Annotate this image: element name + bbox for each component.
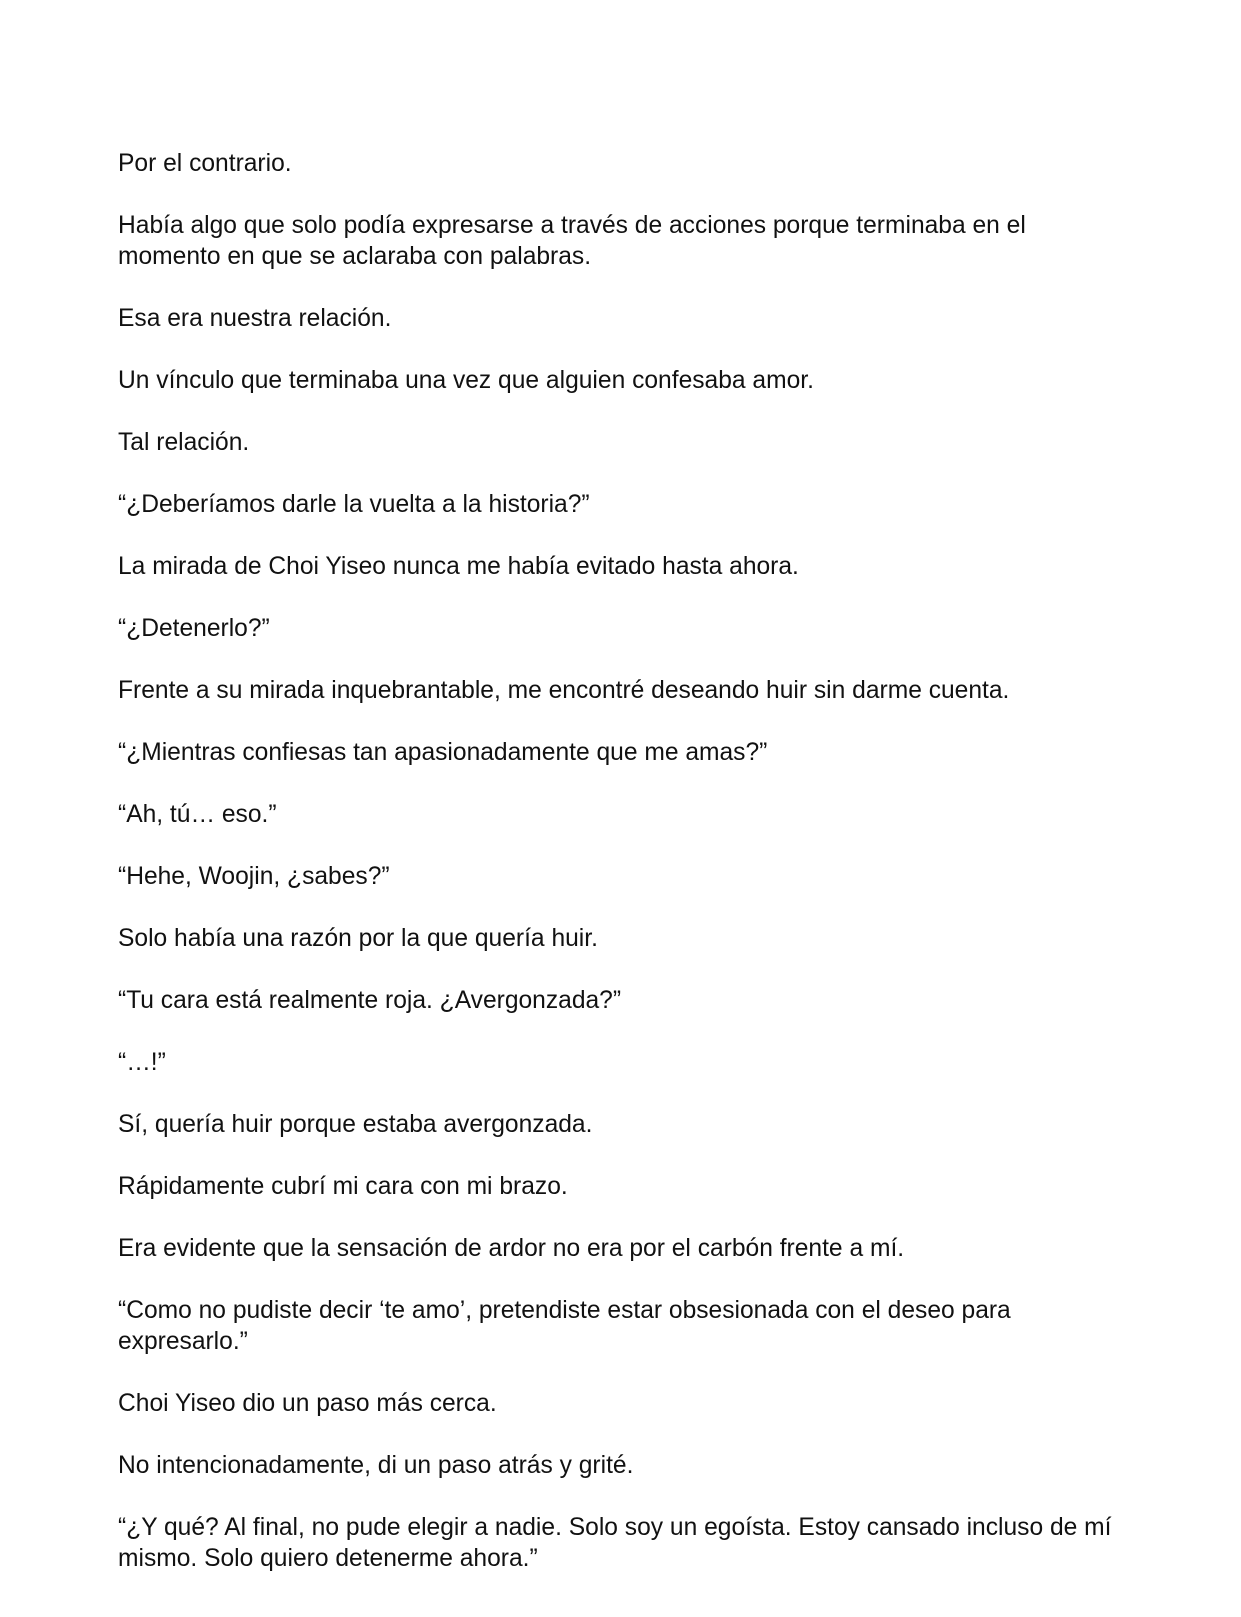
paragraph: Era evidente que la sensación de ardor no era por el carbón frente a mí. [118,1235,905,1262]
text-body [118,148,1128,1605]
paragraph: Tal relación. [118,429,250,456]
paragraph: Sí, quería huir porque estaba avergonzada. [118,1111,593,1138]
paragraph: Por el contrario. [118,150,292,177]
paragraph: “¿Detenerlo?” [118,615,270,642]
paragraph: Esa era nuestra relación. [118,305,392,332]
paragraph: Rápidamente cubrí mi cara con mi brazo. [118,1173,568,1200]
paragraph: La mirada de Choi Yiseo nunca me había evitado hasta ahora. [118,553,799,580]
paragraph: “Ah, tú… eso.” [118,801,277,828]
paragraph: Un vínculo que terminaba una vez que alguien confesaba amor. [118,367,814,394]
paragraph: “…!” [118,1049,166,1076]
paragraph: “¿Y qué? Al final, no pude elegir a nadie. Solo soy un egoísta. Estoy cansado incluso de mí mismo. Solo quiero detenerme ahora.” [118,1514,1112,1572]
paragraph: “Hehe, Woojin, ¿sabes?” [118,863,390,890]
paragraph: “¿Mientras confiesas tan apasionadamente que me amas?” [118,739,768,766]
paragraph: Choi Yiseo dio un paso más cerca. [118,1390,497,1417]
paragraph: “¿Deberíamos darle la vuelta a la historia?” [118,491,590,518]
paragraph: No intencionadamente, di un paso atrás y grité. [118,1452,634,1479]
paragraph: Había algo que solo podía expresarse a través de acciones porque terminaba en el momento en que se aclaraba con palabras. [118,212,1026,270]
paragraph: “Como no pudiste decir ‘te amo’, pretendiste estar obsesionada con el deseo para expresarlo.” [118,1297,1011,1355]
paragraph: Frente a su mirada inquebrantable, me encontré deseando huir sin darme cuenta. [118,677,1010,704]
paragraph: “Tu cara está realmente roja. ¿Avergonzada?” [118,987,622,1014]
paragraph: Solo había una razón por la que quería huir. [118,925,598,952]
